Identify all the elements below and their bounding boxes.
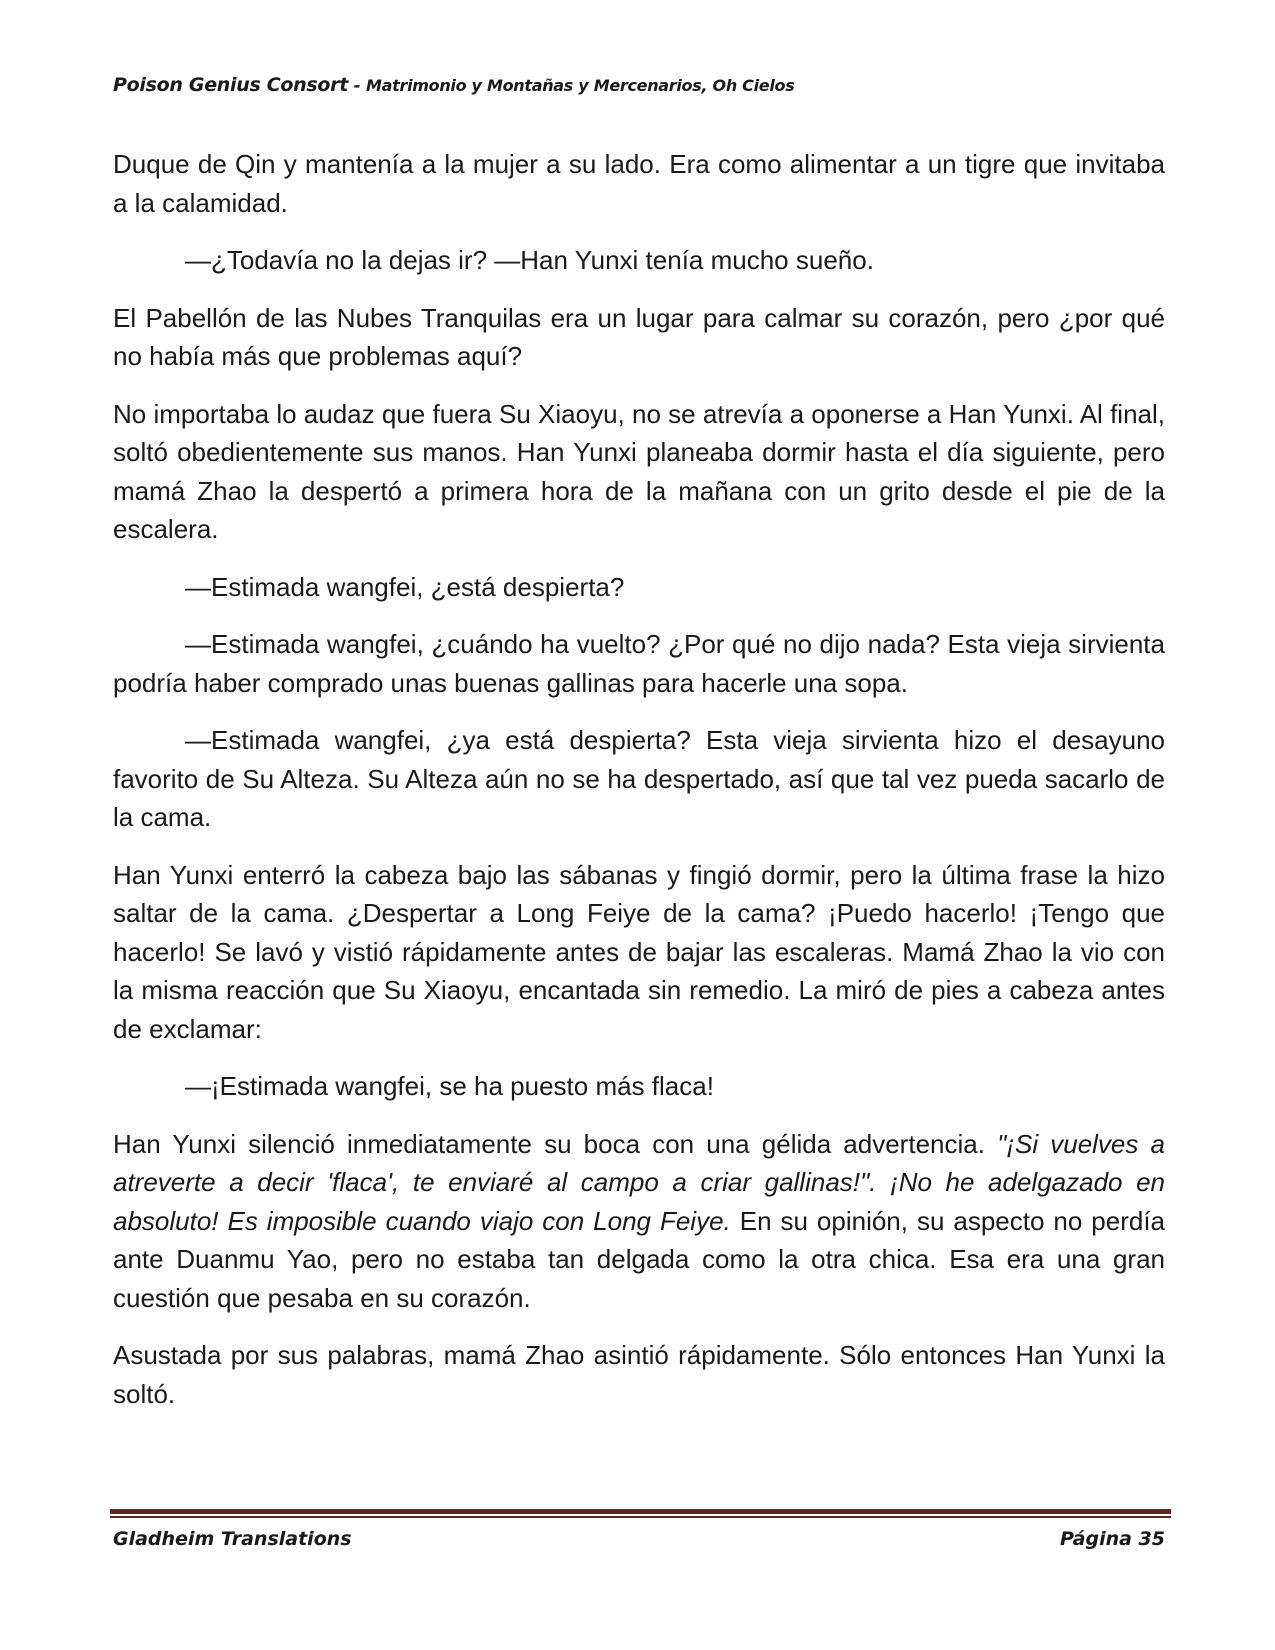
dialogue-paragraph: —Estimada wangfei, ¿cuándo ha vuelto? ¿Por qué no dijo nada? Esta vieja sirvienta podría haber comprado unas buenas gallinas para hacerle una sopa.	[113, 629, 1165, 698]
header-separator: -	[348, 76, 367, 96]
chapter-title: Matrimonio y Montañas y Mercenarios, Oh Cielos	[366, 76, 795, 95]
dialogue-paragraph: —¿Todavía no la dejas ir? —Han Yunxi tenía mucho sueño.	[185, 245, 874, 275]
page-number: Página 35	[1059, 1528, 1165, 1550]
dialogue-paragraph: —Estimada wangfei, ¿está despierta?	[185, 571, 625, 602]
italic-thought: "¡Si vuelves a atreverte a decir 'flaca', te enviaré al campo a criar gallinas!". ¡No he adelgazado en absoluto! Es imposible cuando viajo con Long Feiye.	[113, 1128, 1165, 1236]
paragraph-with-italic-thought	[113, 1125, 1165, 1318]
dialogue-paragraph: —¡Estimada wangfei, se ha puesto más flaca!	[185, 1071, 714, 1101]
footer-rule-thin	[110, 1516, 1171, 1518]
paragraph-text: Han Yunxi silenció inmediatamente su boca con una gélida advertencia.	[113, 1128, 998, 1159]
footer-rule-thick	[110, 1509, 1171, 1514]
paragraph: Asustada por sus palabras, mamá Zhao asintió rápidamente. Sólo entonces Han Yunxi la soltó.	[113, 1340, 1165, 1409]
translator-credit: Gladheim Translations	[113, 1528, 352, 1550]
paragraph-text: En su opinión, su aspecto no perdía ante Duanmu Yao, pero no estaba tan delgada como la otra chica. Esa era una gran cuestión que pesaba en su corazón.	[113, 1205, 1165, 1313]
running-header	[113, 74, 1163, 96]
paragraph: El Pabellón de las Nubes Tranquilas era un lugar para calmar su corazón, pero ¿por qué no había más que problemas aquí?	[113, 302, 1165, 371]
book-title: Poison Genius Consort	[113, 74, 349, 96]
page-body	[113, 145, 1165, 1432]
dialogue-paragraph: —Estimada wangfei, ¿ya está despierta? Esta vieja sirvienta hizo el desayuno favorito de Su Alteza. Su Alteza aún no se ha despertado, así que tal vez pueda sacarlo de la cama.	[113, 725, 1165, 832]
paragraph: Han Yunxi enterró la cabeza bajo las sábanas y fingió dormir, pero la última frase la hizo saltar de la cama. ¿Despertar a Long Feiye de la cama? ¡Puedo hacerlo! ¡Tengo que hacerlo! Se lavó y vistió rápidamente antes de bajar las escaleras. Mamá Zhao la vio con la misma reacción que Su Xiaoyu, encantada sin remedio. La miró de pies a cabeza antes de exclamar:	[113, 859, 1165, 1044]
paragraph: No importaba lo audaz que fuera Su Xiaoyu, no se atrevía a oponerse a Han Yunxi. Al final, soltó obedientemente sus manos. Han Yunxi planeaba dormir hasta el día siguiente, pero mamá Zhao la despertó a primera hora de la mañana con un grito desde el pie de la escalera.	[113, 398, 1165, 544]
paragraph: Duque de Qin y mantenía a la mujer a su lado. Era como alimentar a un tigre que invitaba a la calamidad.	[113, 149, 1165, 218]
